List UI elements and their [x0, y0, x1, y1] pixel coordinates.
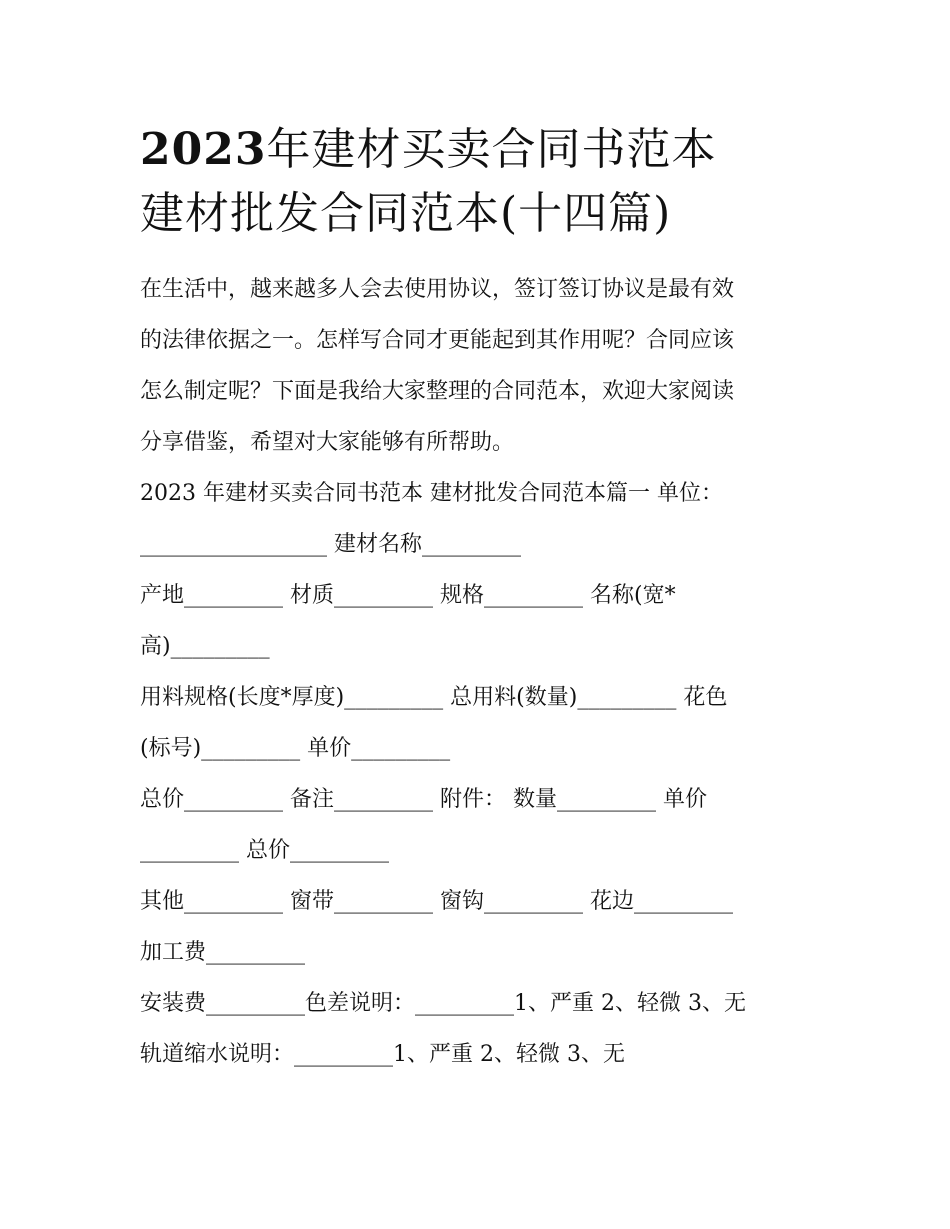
intro-line: 怎么制定呢？下面是我给大家整理的合同范本，欢迎大家阅读: [140, 379, 735, 404]
field-line: 高)_________: [140, 634, 270, 659]
field-line: _________ 总价_________: [140, 838, 389, 863]
document-title: [140, 118, 820, 246]
document-page: [140, 118, 820, 1080]
intro-line: 的法律依据之一。怎样写合同才更能起到其作用呢？合同应该: [140, 328, 735, 353]
field-line: 安装费_________色差说明：_________1、严重 2、轻微 3、无: [140, 991, 746, 1016]
field-line: _________________ 建材名称_________: [140, 532, 521, 557]
title-year: 2023: [140, 124, 267, 175]
field-line: 2023 年建材买卖合同书范本 建材批发合同范本篇一 单位：: [140, 481, 723, 506]
field-line: (标号)_________ 单价_________: [140, 736, 451, 761]
field-line: 产地_________ 材质_________ 规格_________ 名称(宽*: [140, 583, 676, 608]
field-line: 加工费_________: [140, 940, 306, 965]
field-line: 总价_________ 备注_________ 附件： 数量_________ 单价: [140, 787, 707, 812]
contract-fields: [140, 468, 820, 1080]
field-line: 用料规格(长度*厚度)_________ 总用料(数量)_________ 花色: [140, 685, 728, 710]
intro-paragraph: [140, 264, 820, 468]
intro-line: 在生活中，越来越多人会去使用协议，签订签订协议是最有效: [140, 277, 735, 302]
title-line-2: 建材批发合同范本(十四篇): [140, 188, 672, 239]
title-line-1-text: 年建材买卖合同书范本: [266, 124, 717, 175]
field-line: 轨道缩水说明：_________1、严重 2、轻微 3、无: [140, 1042, 625, 1067]
intro-line: 分享借鉴，希望对大家能够有所帮助。: [140, 430, 515, 455]
title-line-1: [140, 118, 820, 182]
field-line: 其他_________ 窗带_________ 窗钩_________ 花边_________: [140, 889, 733, 914]
